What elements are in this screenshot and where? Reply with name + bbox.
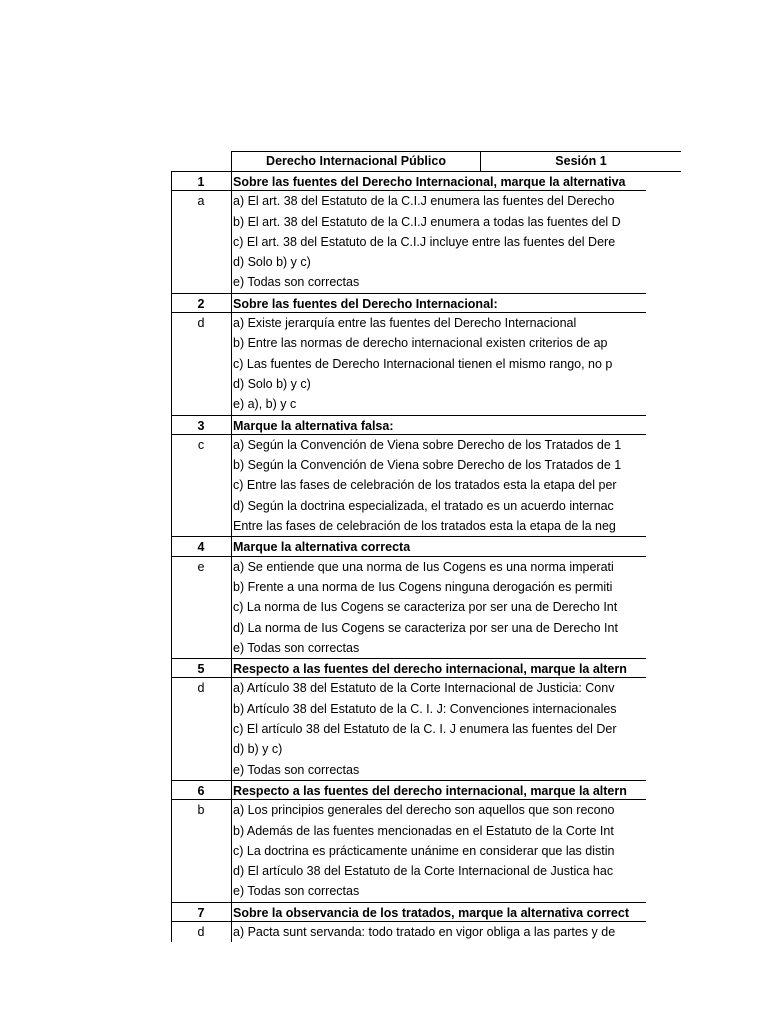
question-row [171,171,646,191]
answer-cell-empty[interactable] [171,841,231,861]
option-text-cell[interactable]: d) La norma de Ius Cogens se caracteriza por ser una de Derecho Int [233,620,618,635]
option-row [171,557,646,577]
question-text-cell[interactable]: Respecto a las fuentes del derecho internacional, marque la altern [233,783,627,798]
answer-cell-empty[interactable] [171,272,231,292]
answer-cell[interactable]: a [197,194,205,209]
answer-cell-empty[interactable] [171,699,231,719]
option-text-cell[interactable]: b) Artículo 38 del Estatuto de la C. I. J: Convenciones internacionales [233,701,617,716]
option-text-cell[interactable]: c) El artículo 38 del Estatuto de la C. I. J enumera las fuentes del Der [233,722,617,737]
answer-cell-empty[interactable] [171,252,231,272]
option-text-cell[interactable]: c) La doctrina es prácticamente unánime en considerar que las distin [233,843,615,858]
answer-cell-empty[interactable] [171,821,231,841]
option-row [171,212,646,232]
option-row [171,678,646,698]
answer-cell-empty[interactable] [171,597,231,617]
answer-cell-empty[interactable] [171,618,231,638]
answer-cell-empty[interactable] [171,455,231,475]
header-title-cell[interactable]: Derecho Internacional Público [231,151,481,172]
option-text-cell[interactable]: a) Se entiende que una norma de Ius Cogens es una norma imperati [233,559,614,574]
answer-cell[interactable]: d [197,316,205,331]
option-row [171,191,646,211]
option-text-cell[interactable]: d) Solo b) y c) [233,376,311,391]
answer-cell-empty[interactable] [171,333,231,353]
option-row [171,881,646,901]
answer-cell[interactable]: c [197,437,205,452]
answer-cell-empty[interactable] [171,354,231,374]
option-text-cell[interactable]: b) Según la Convención de Viena sobre Derecho de los Tratados de 1 [233,458,622,473]
option-row [171,394,646,414]
question-number-cell[interactable]: 4 [197,540,205,555]
option-row [171,760,646,780]
question-text-cell[interactable]: Marque la alternativa correcta [233,540,411,555]
option-row [171,475,646,495]
option-text-cell[interactable]: e) Todas son correctas [233,275,360,290]
option-row [171,272,646,292]
option-text-cell[interactable]: d) El artículo 38 del Estatuto de la Corte Internacional de Justica hac [233,864,614,879]
answer-cell-empty[interactable] [171,516,231,536]
option-row [171,435,646,455]
option-text-cell[interactable]: e) Todas son correctas [233,884,360,899]
option-row [171,354,646,374]
option-row [171,597,646,617]
option-text-cell[interactable]: b) El art. 38 del Estatuto de la C.I.J enumera a todas las fuentes del D [233,214,621,229]
option-text-cell[interactable]: c) La norma de Ius Cogens se caracteriza por ser una de Derecho Int [233,600,618,615]
option-text-cell[interactable]: a) Los principios generales del derecho son aquellos que son recono [233,803,615,818]
option-row [171,699,646,719]
question-number-cell[interactable]: 7 [197,905,205,920]
answer-cell-empty[interactable] [171,760,231,780]
option-text-cell[interactable]: e) Todas son correctas [233,762,360,777]
option-row [171,922,646,942]
option-row [171,333,646,353]
question-text-cell[interactable]: Marque la alternativa falsa: [233,418,394,433]
question-text-cell[interactable]: Respecto a las fuentes del derecho internacional, marque la altern [233,662,627,677]
option-row [171,496,646,516]
answer-cell[interactable]: d [197,924,205,939]
answer-cell[interactable]: e [197,559,205,574]
answer-cell-empty[interactable] [171,638,231,658]
answer-cell-empty[interactable] [171,739,231,759]
answer-cell-empty[interactable] [171,496,231,516]
option-text-cell[interactable]: d) Según la doctrina especializada, el tratado es un acuerdo internac [233,498,614,513]
option-text-cell[interactable]: Entre las fases de celebración de los tratados esta la etapa de la neg [233,519,616,534]
answer-cell-empty[interactable] [171,719,231,739]
option-text-cell[interactable]: b) Entre las normas de derecho internacional existen criterios de ap [233,336,608,351]
question-row [171,415,646,435]
option-text-cell[interactable]: c) Entre las fases de celebración de los tratados esta la etapa del per [233,478,617,493]
header-session-cell[interactable]: Sesión 1 [480,151,681,172]
answer-cell-empty[interactable] [171,374,231,394]
questions-grid [171,171,646,942]
option-row [171,455,646,475]
question-number-cell[interactable]: 5 [197,662,205,677]
answer-cell-empty[interactable] [171,881,231,901]
question-row [171,293,646,313]
option-text-cell[interactable]: b) Además de las fuentes mencionadas en el Estatuto de la Corte Int [233,823,614,838]
question-number-cell[interactable]: 3 [197,418,205,433]
question-number-cell[interactable]: 6 [197,783,205,798]
answer-cell[interactable]: b [197,803,205,818]
option-row [171,861,646,881]
option-row [171,719,646,739]
question-text-cell[interactable]: Sobre las fuentes del Derecho Internacional: [233,296,498,311]
option-row [171,232,646,252]
option-row [171,313,646,333]
answer-cell-empty[interactable] [171,394,231,414]
option-text-cell[interactable]: a) Según la Convención de Viena sobre Derecho de los Tratados de 1 [233,437,622,452]
option-text-cell[interactable]: d) Solo b) y c) [233,255,311,270]
option-row [171,374,646,394]
option-row [171,618,646,638]
option-row [171,821,646,841]
option-row [171,252,646,272]
question-text-cell[interactable]: Sobre las fuentes del Derecho Internacional, marque la alternativa [233,175,626,189]
option-row [171,577,646,597]
option-row [171,516,646,536]
option-text-cell[interactable]: c) El art. 38 del Estatuto de la C.I.J incluye entre las fuentes del Dere [233,234,616,249]
option-text-cell[interactable]: c) Las fuentes de Derecho Internacional tienen el mismo rango, no p [233,356,613,371]
option-text-cell[interactable]: a) Pacta sunt servanda: todo tratado en vigor obliga a las partes y de [233,924,616,939]
option-text-cell[interactable]: e) Todas son correctas [233,640,360,655]
question-row [171,902,646,922]
question-number-cell[interactable]: 2 [197,296,205,311]
answer-cell-empty[interactable] [171,861,231,881]
option-text-cell[interactable]: a) Existe jerarquía entre las fuentes del Derecho Internacional [233,316,577,331]
option-text-cell[interactable]: e) a), b) y c [233,397,297,412]
answer-cell[interactable]: d [197,681,205,696]
option-row [171,739,646,759]
answer-cell-empty[interactable] [171,475,231,495]
header-row [171,151,646,171]
option-row [171,800,646,820]
question-row [171,658,646,678]
question-row [171,536,646,556]
option-row [171,841,646,861]
option-text-cell[interactable]: a) El art. 38 del Estatuto de la C.I.J enumera las fuentes del Derecho [233,194,615,209]
answer-cell-empty[interactable] [171,232,231,252]
question-text-cell[interactable]: Sobre la observancia de los tratados, marque la alternativa correct [233,905,629,920]
question-number-cell[interactable]: 1 [197,175,205,189]
spreadsheet [171,151,646,942]
answer-cell-empty[interactable] [171,577,231,597]
answer-cell-empty[interactable] [171,212,231,232]
question-row [171,780,646,800]
option-text-cell[interactable]: b) Frente a una norma de Ius Cogens ninguna derogación es permiti [233,579,613,594]
option-text-cell[interactable]: a) Artículo 38 del Estatuto de la Corte Internacional de Justicia: Conv [233,681,615,696]
option-row [171,638,646,658]
option-text-cell[interactable]: d) b) y c) [233,742,283,757]
